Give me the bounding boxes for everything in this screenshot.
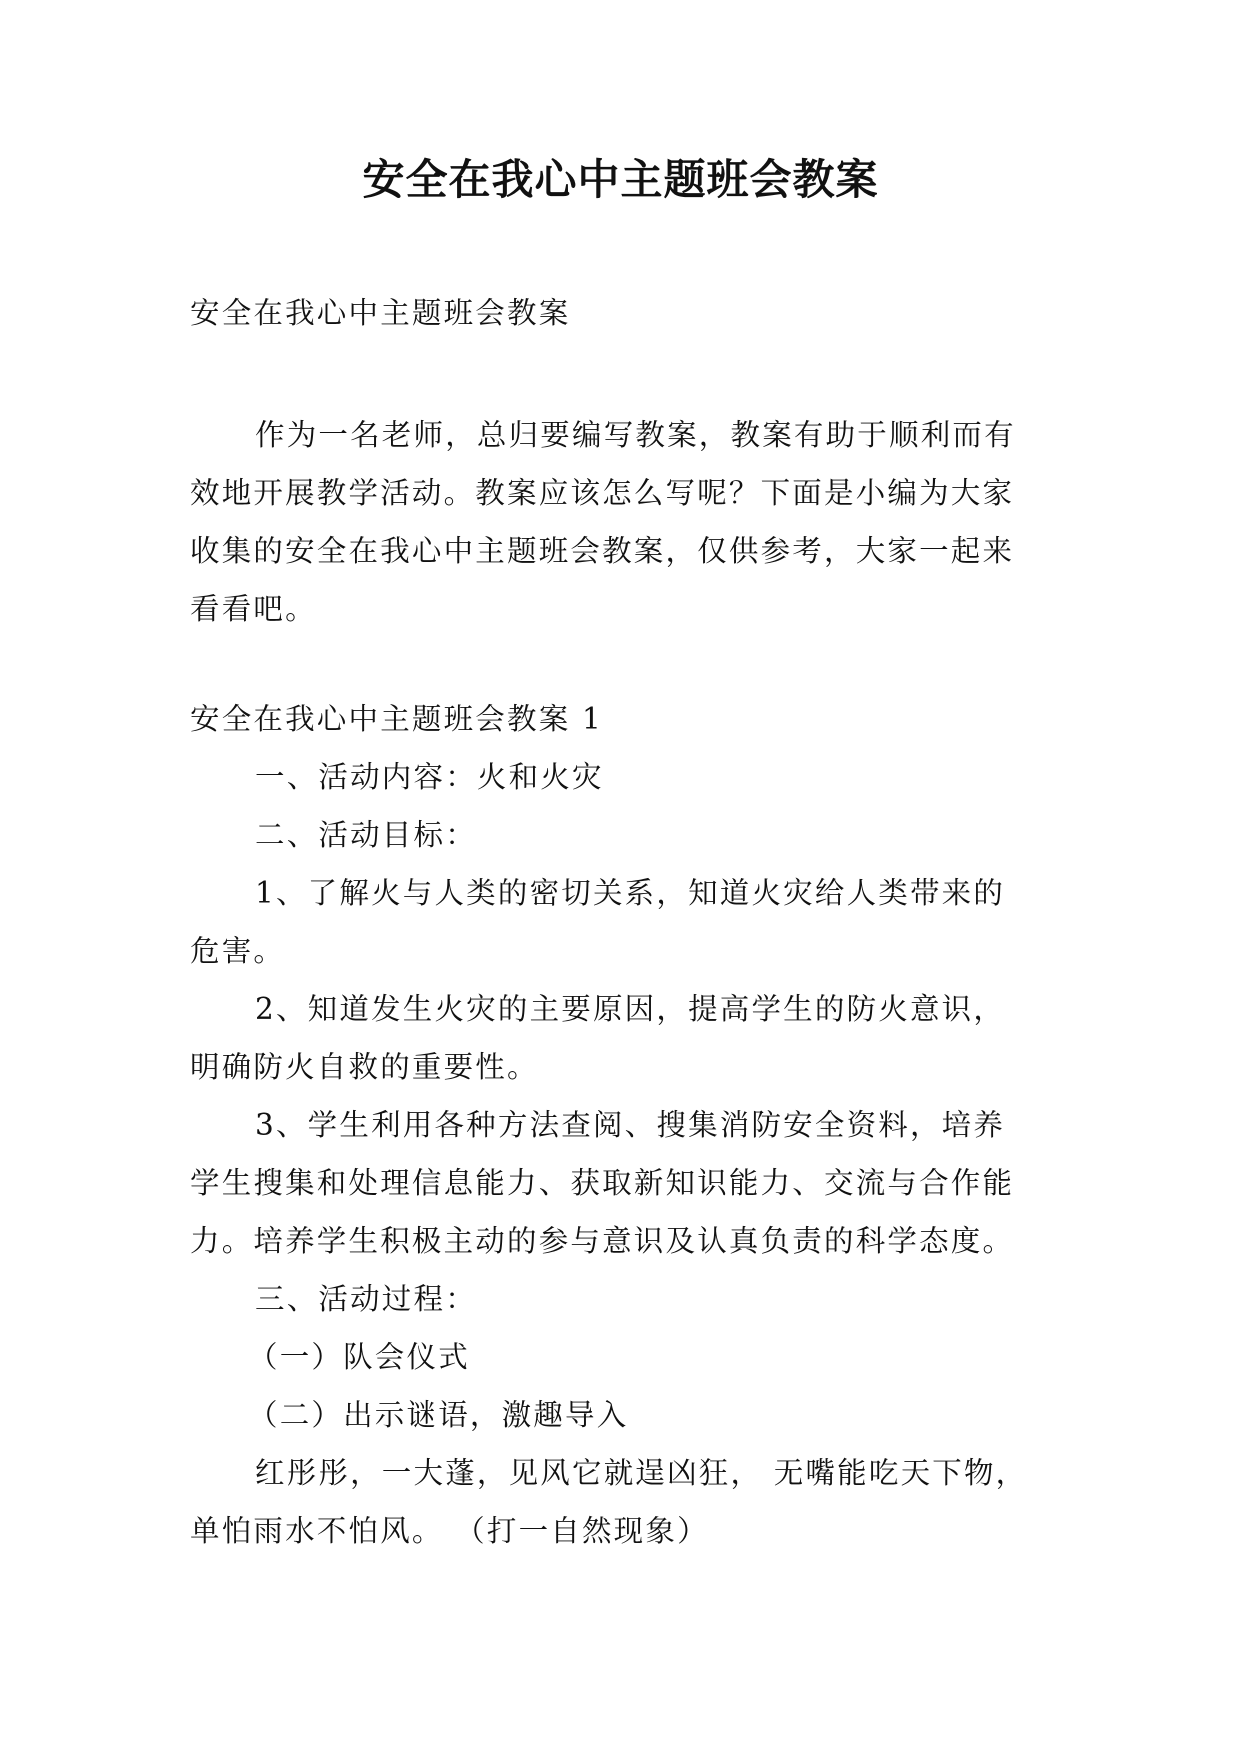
goal-paragraph-2 [190, 980, 1050, 1096]
intro-line: 效地开展教学活动。教案应该怎么写呢？下面是小编为大家 [190, 476, 1015, 510]
goal-line: 2、知道发生火灾的主要原因，提高学生的防火意识， [255, 992, 1006, 1026]
goal-paragraph-3 [190, 1096, 1050, 1270]
intro-line: 收集的安全在我心中主题班会教案，仅供参考，大家一起来 [190, 534, 1015, 568]
riddle-line: 单怕雨水不怕风。 （打一自然现象） [190, 1514, 709, 1548]
activity-process-heading: 三、活动过程： [255, 1282, 477, 1316]
process-step-2: （二）出示谜语，激趣导入 [248, 1398, 629, 1432]
intro-paragraph [190, 406, 1050, 638]
document-subtitle: 安全在我心中主题班会教案 [190, 296, 571, 330]
goal-line: 学生搜集和处理信息能力、获取新知识能力、交流与合作能 [190, 1166, 1015, 1200]
goal-line: 明确防火自救的重要性。 [190, 1050, 539, 1084]
riddle-paragraph [190, 1444, 1050, 1560]
document-title: 安全在我心中主题班会教案 [362, 155, 879, 204]
goal-line: 3、学生利用各种方法查阅、搜集消防安全资料，培养 [255, 1108, 1006, 1142]
goal-line: 力。培养学生积极主动的参与意识及认真负责的科学态度。 [190, 1224, 1015, 1258]
riddle-line: 红彤彤，一大蓬，见风它就逞凶狂， 无嘴能吃天下物， [255, 1456, 1028, 1490]
goal-paragraph-1 [190, 864, 1050, 980]
process-step-1: （一）队会仪式 [248, 1340, 470, 1374]
goal-line: 1、了解火与人类的密切关系，知道火灾给人类带来的 [255, 876, 1006, 910]
intro-line: 作为一名老师，总归要编写教案，教案有助于顺利而有 [255, 418, 1016, 452]
activity-content: 一、活动内容：火和火灾 [255, 760, 604, 794]
document-body [190, 284, 1050, 1560]
goal-line: 危害。 [190, 934, 286, 968]
intro-line: 看看吧。 [190, 592, 317, 626]
activity-goals-heading: 二、活动目标： [255, 818, 477, 852]
section-heading: 安全在我心中主题班会教案 1 [190, 702, 603, 736]
